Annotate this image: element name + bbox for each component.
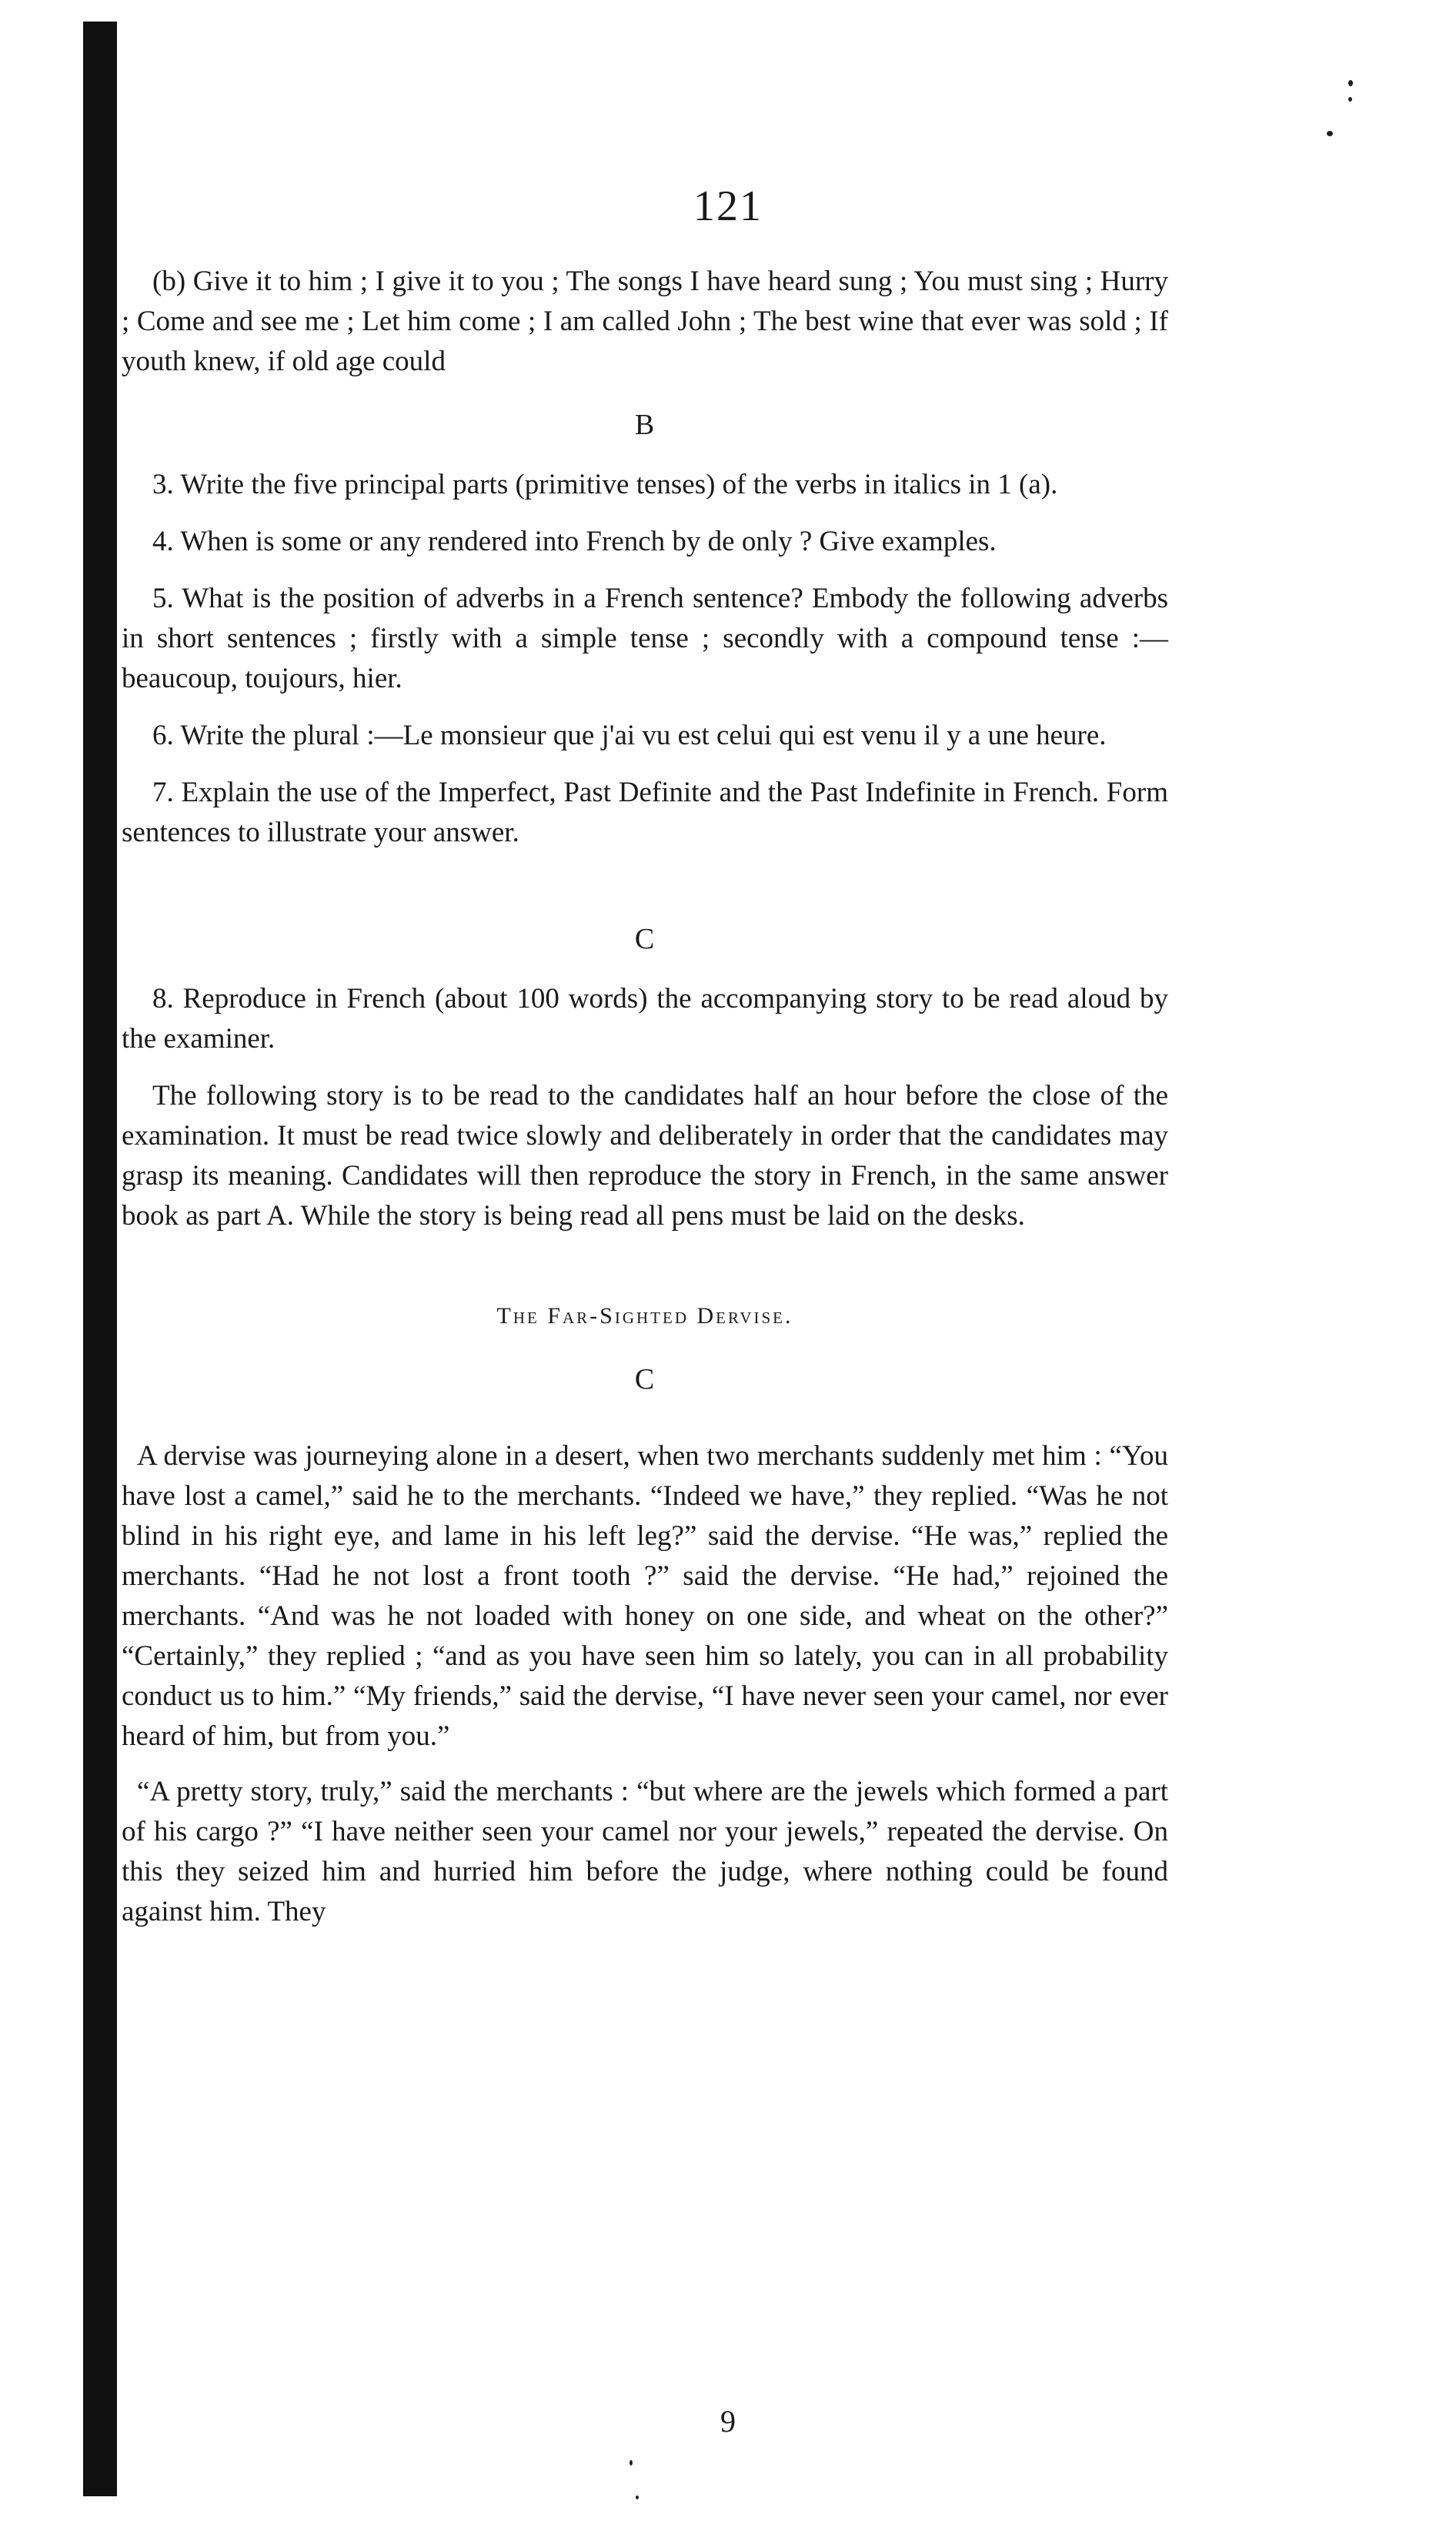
question-7: 7. Explain the use of the Imperfect, Past Definite and the Past Indefinite in French. Form sentences to illustrate your answer. <box>122 777 1168 848</box>
signature-mark: 9 <box>720 2404 736 2439</box>
question-5: 5. What is the position of adverbs in a French sentence? Embody the following adverbs in short sentences ; firstly with a simple tense ; secondly with a compound tense :—beaucoup, toujours, hier. <box>122 583 1168 694</box>
section-c-heading: C <box>634 923 656 955</box>
story-paragraph-1: A dervise was journeying alone in a desert, when two merchants suddenly met him : “You have lost a camel,” said he to the merchants. “Indeed we have,” they replied. “Was he not blind in his right eye, and lame in his left leg?” said the dervise. “He was,” replied the merchants. “Had he not lost a front tooth ?” said the dervise. “He had,” rejoined the merchants. “And was he not loaded with honey on one side, and wheat on the other?” “Certainly,” they replied ; “and as you have seen him so lately, you can in all probability conduct us to him.” “My friends,” said the dervise, “I have never seen your camel, nor ever heard of him, but from you.” <box>122 1440 1168 1752</box>
question-4: 4. When is some or any rendered into French by de only ? Give examples. <box>152 526 997 557</box>
question-6: 6. Write the plural :—Le monsieur que j'ai vu est celui qui est venu il y a une heure. <box>152 720 1107 751</box>
scan-speck <box>629 2460 633 2465</box>
question-8: 8. Reproduce in French (about 100 words) the accompanying story to be read aloud by the examiner. <box>122 983 1168 1055</box>
question-3: 3. Write the five principal parts (primitive tenses) of the verbs in italics in 1 (a). <box>152 469 1058 500</box>
page-number: 121 <box>693 182 763 230</box>
story-title: The Far-Sighted Dervise. <box>496 1303 793 1329</box>
story-section-heading: C <box>634 1363 656 1396</box>
exercise-1b-paragraph: (b) Give it to him ; I give it to you ; The songs I have heard sung ; You must sing ; Hurry ; Come and see me ; Let him come ; I am called John ; The best wine that ever was sold ; If youth knew, if old age could <box>122 266 1168 377</box>
page-body <box>122 262 1168 1947</box>
section-b-heading: B <box>634 409 656 441</box>
scan-speck <box>1348 97 1352 102</box>
scan-speck <box>1348 80 1353 86</box>
scan-speck <box>636 2496 639 2499</box>
scan-speck <box>1327 131 1333 136</box>
binding-edge <box>83 22 117 2496</box>
story-paragraph-2: “A pretty story, truly,” said the merchants : “but where are the jewels which formed a part of his cargo ?” “I have neither seen your camel nor your jewels,” repeated the dervise. On this they seized him and hurried him before the judge, where nothing could be found against him. They <box>122 1776 1168 1927</box>
examiner-instructions: The following story is to be read to the candidates half an hour before the close of the examination. It must be read twice slowly and deliberately in order that the candidates may grasp its meaning. Candidates will then reproduce the story in French, in the same answer book as part A. While the story is being read all pens must be laid on the desks. <box>122 1080 1168 1232</box>
